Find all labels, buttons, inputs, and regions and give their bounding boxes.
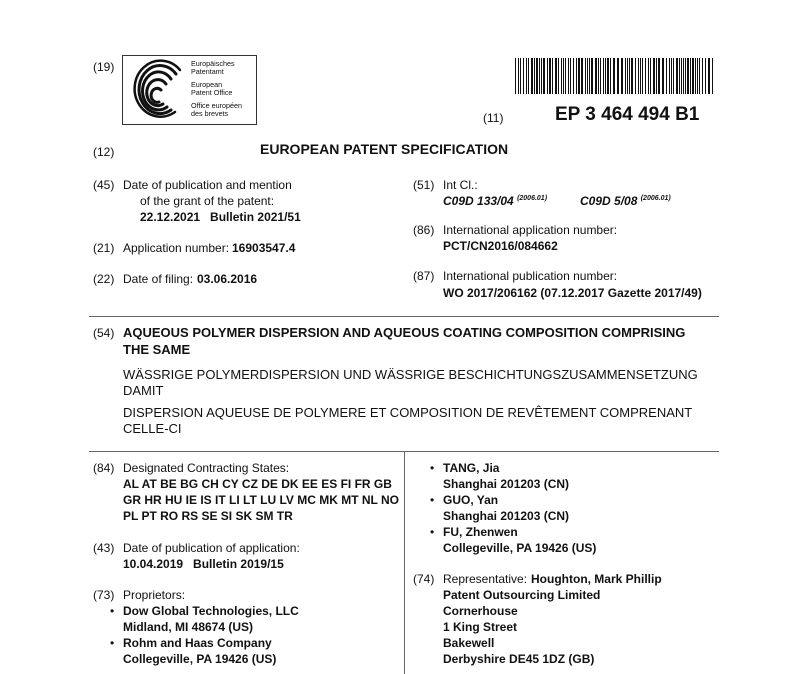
designated-states-label: Designated Contracting States:: [123, 461, 290, 475]
representative-line-4: Bakewell: [443, 636, 495, 650]
office-name-en-2: Patent Office: [191, 88, 233, 97]
grant-label-2: of the grant of the patent:: [140, 194, 275, 208]
code-45: (45): [93, 178, 115, 192]
grant-label-1: Date of publication and mention: [123, 178, 292, 192]
office-name-de-1: Europäisches: [191, 59, 235, 68]
divider-top: [89, 316, 719, 317]
designated-states-line-2: GR HR HU IE IS IT LI LT LU LV MC MK MT NL NO: [123, 493, 399, 507]
filing-date: 03.06.2016: [197, 272, 258, 286]
representative-line-3: 1 King Street: [443, 620, 518, 634]
filing-date-label: Date of filing:: [123, 272, 194, 286]
code-87: (87): [413, 269, 435, 283]
inventor-3-address: Collegeville, PA 19426 (US): [443, 541, 597, 555]
code-19: (19): [93, 60, 115, 74]
office-name-de-2: Patentamt: [191, 67, 224, 76]
code-22: (22): [93, 272, 115, 286]
representative-line-5: Derbyshire DE45 1DZ (GB): [443, 652, 595, 666]
column-divider: [404, 452, 405, 674]
application-number: 16903547.4: [232, 241, 296, 255]
proprietor-1-name: Dow Global Technologies, LLC: [123, 604, 299, 618]
intl-application-label: International application number:: [443, 223, 618, 237]
epo-logo: [122, 55, 257, 125]
proprietor-1-address: Midland, MI 48674 (US): [123, 620, 254, 634]
representative-line-2: Cornerhouse: [443, 604, 518, 618]
code-74: (74): [413, 572, 435, 586]
code-84: (84): [93, 461, 115, 475]
proprietor-2-address: Collegeville, PA 19426 (US): [123, 652, 277, 666]
barcode: [515, 58, 715, 94]
intl-publication-number: WO 2017/206162 (07.12.2017 Gazette 2017/49): [443, 286, 702, 300]
representative-line-1: Patent Outsourcing Limited: [443, 588, 601, 602]
inventor-2-address: Shanghai 201203 (CN): [443, 509, 570, 523]
intl-publication-label: International publication number:: [443, 269, 618, 283]
application-number-label: Application number:: [123, 241, 230, 255]
code-51: (51): [413, 178, 435, 192]
bullet-icon: •: [110, 604, 115, 618]
title-fr-line-2: CELLE-CI: [123, 421, 182, 436]
code-86: (86): [413, 223, 435, 237]
proprietor-2-name: Rohm and Haas Company: [123, 636, 272, 650]
office-name-en-1: European: [191, 80, 223, 89]
epo-emblem-icon: [123, 56, 189, 124]
bullet-icon: •: [430, 525, 435, 539]
title-de-line-1: WÄSSRIGE POLYMERDISPERSION UND WÄSSRIGE BESCHICHTUNGSZUSAMMENSETZUNG: [123, 367, 698, 382]
designated-states-line-1: AL AT BE BG CH CY CZ DE DK EE ES FI FR GB: [123, 477, 392, 491]
inventor-2-name: GUO, Yan: [443, 493, 499, 507]
application-publication-label: Date of publication of application:: [123, 541, 300, 555]
intl-application-number: PCT/CN2016/084662: [443, 239, 558, 253]
title-en-line-1: AQUEOUS POLYMER DISPERSION AND AQUEOUS COATING COMPOSITION COMPRISING: [123, 325, 686, 340]
code-54: (54): [93, 326, 115, 340]
code-12: (12): [93, 145, 115, 159]
application-publication-date: 10.04.2019 Bulletin 2019/15: [123, 557, 284, 571]
office-name-fr-2: des brevets: [191, 109, 229, 118]
inventor-1-name: TANG, Jia: [443, 461, 500, 475]
title-en-line-2: THE SAME: [123, 342, 191, 357]
proprietors-label: Proprietors:: [123, 588, 186, 602]
code-21: (21): [93, 241, 115, 255]
office-name-fr-1: Office européen: [191, 101, 243, 110]
code-73: (73): [93, 588, 115, 602]
bullet-icon: •: [430, 493, 435, 507]
int-cl-1: C09D 133/04 $^{(2006.01)}$: [443, 194, 548, 208]
designated-states-line-3: PL PT RO RS SE SI SK SM TR: [123, 509, 293, 523]
publication-number: EP 3 464 494 B1: [555, 104, 700, 125]
bullet-icon: •: [110, 636, 115, 650]
title-de-line-2: DAMIT: [123, 383, 164, 398]
bullet-icon: •: [430, 461, 435, 475]
title-fr-line-1: DISPERSION AQUEUSE DE POLYMERE ET COMPOSITION DE REVÊTEMENT COMPRENANT: [123, 405, 693, 420]
grant-date: 22.12.2021 Bulletin 2021/51: [140, 210, 301, 224]
code-43: (43): [93, 541, 115, 555]
representative-name: Houghton, Mark Phillip: [531, 572, 662, 586]
document-type: EUROPEAN PATENT SPECIFICATION: [260, 141, 509, 157]
code-11: (11): [483, 111, 504, 125]
inventor-3-name: FU, Zhenwen: [443, 525, 518, 539]
int-cl-2: C09D 5/08 $^{(2006.01)}$: [580, 194, 671, 208]
representative-label: Representative:: [443, 572, 528, 586]
inventor-1-address: Shanghai 201203 (CN): [443, 477, 570, 491]
int-cl-label: Int Cl.:: [443, 178, 478, 192]
